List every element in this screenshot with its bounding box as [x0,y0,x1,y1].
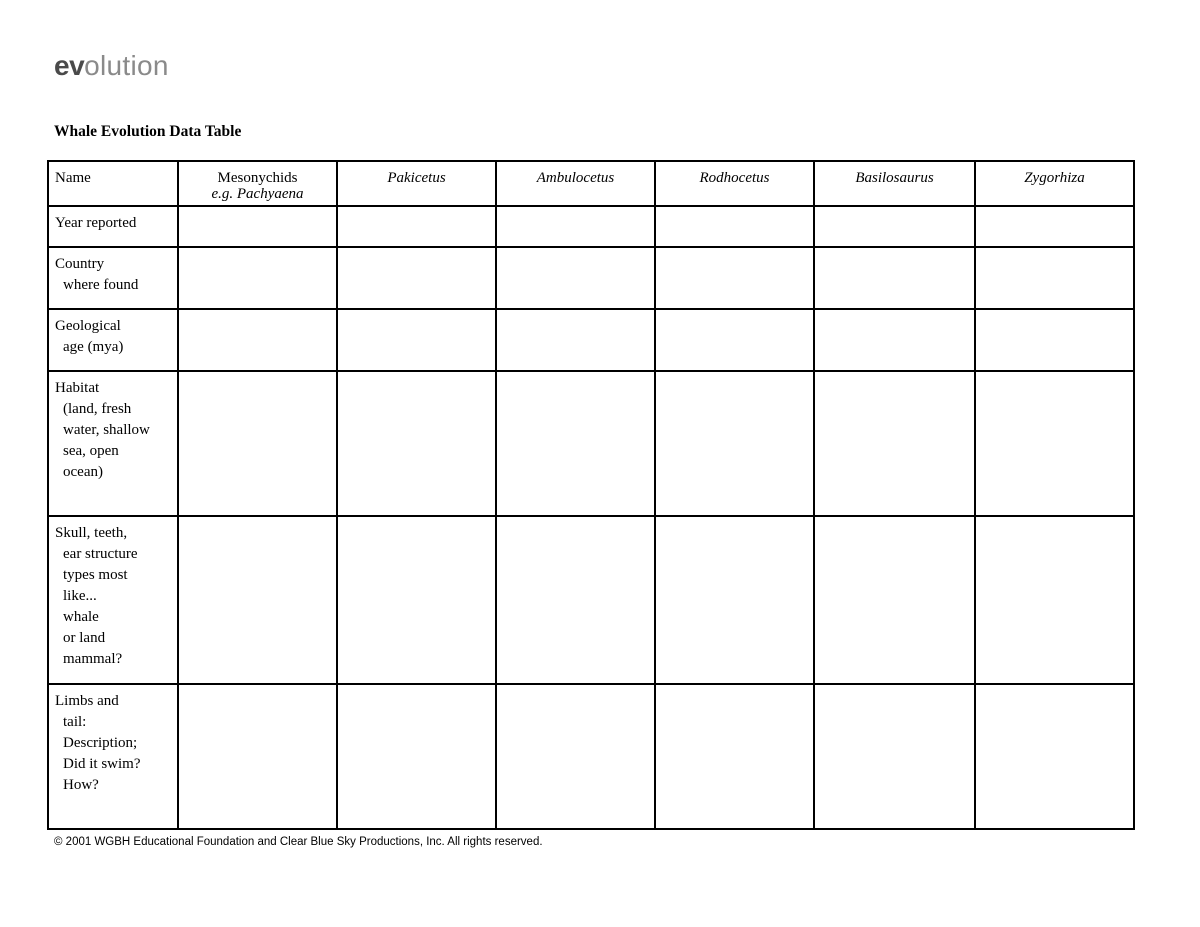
data-entry-cell[interactable] [178,516,337,684]
column-header [337,161,496,206]
data-entry-cell[interactable] [178,684,337,829]
data-entry-cell[interactable] [975,371,1134,516]
header-name-cell [48,161,178,206]
row-label-line: Skull, teeth, [55,525,128,541]
data-entry-cell[interactable] [655,684,814,829]
data-entry-cell[interactable] [178,309,337,371]
data-entry-cell[interactable] [975,206,1134,247]
table-row [48,206,1134,247]
data-entry-cell[interactable] [496,371,655,516]
data-entry-cell[interactable] [337,684,496,829]
column-header [496,161,655,206]
data-entry-cell[interactable] [975,247,1134,309]
table-row [48,247,1134,309]
data-entry-cell[interactable] [496,247,655,309]
row-label-line: Geological [55,318,121,334]
row-label-line: (land, fresh [63,401,132,417]
row-label-cell [48,206,178,247]
row-label-cell [48,684,178,829]
data-entry-cell[interactable] [178,247,337,309]
row-label-line: like... [63,588,97,604]
row-label-line: types most [63,567,128,583]
column-header-name: Rodhocetus [699,170,770,186]
row-label-cell [48,371,178,516]
data-entry-cell[interactable] [655,371,814,516]
data-entry-cell[interactable] [337,516,496,684]
column-header-name: Pakicetus [387,170,446,186]
whale-data-table [47,160,1135,830]
data-entry-cell[interactable] [975,684,1134,829]
page-title: Whale Evolution Data Table [54,123,242,140]
logo-rest-text: olution [84,50,169,81]
row-label-line: age (mya) [63,339,124,355]
data-entry-cell[interactable] [496,684,655,829]
row-label-line: ear structure [63,546,138,562]
header-name-label: Name [55,170,91,186]
row-label-line: ocean) [63,464,103,480]
data-entry-cell[interactable] [655,247,814,309]
row-label-line: mammal? [63,651,123,667]
row-label-line: or land [63,630,106,646]
data-entry-cell[interactable] [975,516,1134,684]
data-entry-cell[interactable] [975,309,1134,371]
table-header-row [48,161,1134,206]
data-entry-cell[interactable] [178,371,337,516]
row-label-line: Description; [63,735,138,751]
data-entry-cell[interactable] [814,684,975,829]
data-entry-cell[interactable] [655,516,814,684]
column-header-subtitle: e.g. Pachyaena [211,186,304,202]
column-header-name: Basilosaurus [855,170,934,186]
column-header-name: Zygorhiza [1024,170,1085,186]
row-label-line: tail: [63,714,87,730]
data-entry-cell[interactable] [496,516,655,684]
row-label-line: Limbs and [55,693,119,709]
row-label-line: sea, open [63,443,119,459]
data-entry-cell[interactable] [814,247,975,309]
row-label-line: whale [63,609,99,625]
logo-bold-text: ev [54,50,85,81]
data-entry-cell[interactable] [655,206,814,247]
table-row [48,516,1134,684]
data-entry-cell[interactable] [337,206,496,247]
table-row [48,371,1134,516]
data-entry-cell[interactable] [496,206,655,247]
column-header-name: Ambulocetus [536,170,615,186]
data-entry-cell[interactable] [814,516,975,684]
row-label-line: water, shallow [63,422,150,438]
data-entry-cell[interactable] [814,206,975,247]
data-entry-cell[interactable] [337,371,496,516]
row-label-line: Country [55,256,105,272]
table-row [48,309,1134,371]
row-label-cell [48,516,178,684]
row-label-line: How? [63,777,99,793]
data-entry-cell[interactable] [337,247,496,309]
row-label-cell [48,247,178,309]
row-label-line: where found [63,277,139,293]
column-header-name: Mesonychids [217,170,298,186]
data-entry-cell[interactable] [814,371,975,516]
evolution-logo [54,52,169,80]
data-entry-cell[interactable] [655,309,814,371]
row-label-line: Habitat [55,380,100,396]
column-header [655,161,814,206]
row-label-cell [48,309,178,371]
column-header [178,161,337,206]
data-entry-cell[interactable] [496,309,655,371]
row-label-line: Year reported [55,215,137,231]
copyright-footer: © 2001 WGBH Educational Foundation and Clear Blue Sky Productions, Inc. All rights reserved. [54,836,543,848]
table-row [48,684,1134,829]
data-entry-cell[interactable] [178,206,337,247]
data-entry-cell[interactable] [814,309,975,371]
column-header [975,161,1134,206]
row-label-line: Did it swim? [63,756,141,772]
column-header [814,161,975,206]
data-entry-cell[interactable] [337,309,496,371]
